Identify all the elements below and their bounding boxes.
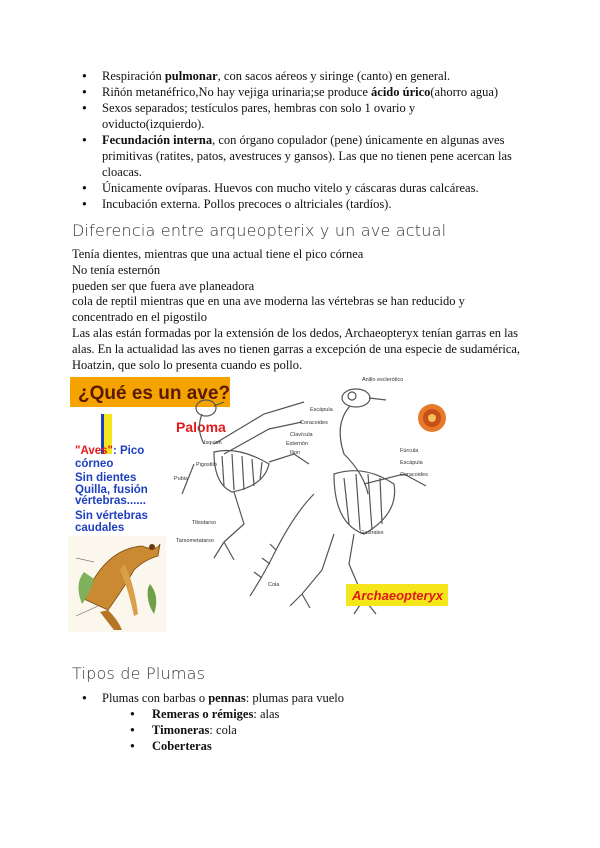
paragraph-differences: [72, 247, 522, 373]
label-esternon: Esternón: [286, 441, 309, 447]
label-pigostilo: Pigostilo: [196, 462, 217, 468]
sub-list-item: ● Remeras o rémiges: alas: [102, 706, 518, 722]
label-coracoides2: Coracoides: [400, 472, 428, 478]
label-coracoides: Coracoides: [300, 420, 328, 426]
sub-list-item: ● Coberteras: [102, 738, 518, 754]
archaeopteryx-label: Archaeopteryx: [352, 588, 444, 603]
list-item: ● Sexos separados; testículos pares, hembras con solo 1 ovario y oviducto(izquierdo).: [78, 100, 518, 132]
sub-list-item: ● Timoneras: cola: [102, 722, 518, 738]
label-escapula: Escápula: [310, 407, 333, 413]
label-pubis: Pubis: [174, 476, 188, 482]
svg-text:Sin dientes: Sin dientes: [75, 472, 137, 484]
text-line: Tenía dientes, mientras que una actual tiene el pico córnea: [72, 247, 364, 261]
label-furcula: Fúrcula: [400, 448, 419, 454]
label-gastrales: Gastrales: [360, 530, 384, 536]
sub-list: [102, 706, 518, 754]
figure-title-banner: [70, 377, 230, 407]
figure-title: ¿Qué es un ave?: [78, 383, 231, 404]
label-ilion: Ilion: [290, 450, 301, 456]
bird-traits-text: [75, 445, 148, 534]
sun-emblem-icon: [418, 404, 446, 432]
svg-text:Sin vértebras: Sin vértebras: [75, 510, 148, 522]
label-clavicula: Clavícula: [290, 432, 313, 438]
label-tarsometatarso: Tarsometatarso: [176, 538, 214, 544]
label-isquion: Isquion: [204, 440, 222, 446]
list-item: ● Respiración pulmonar, con sacos aéreos y siringe (canto) en general.: [78, 68, 518, 84]
list-item: ● Fecundación interna, con órgano copulador (pene) únicamente en algunas aves primitivas (ratites, patos, avestruces y gansos). Las que no tienen pene acercan las cloacas.: [78, 132, 518, 180]
bullet-list-traits: [78, 68, 518, 212]
text-line: No tenía esternón: [72, 262, 161, 277]
bird-skeleton-figure: [64, 374, 458, 636]
list-item: ● Incubación externa. Pollos precoces o altriciales (tardíos).: [78, 196, 518, 212]
label-tibiotarso: Tibiotarso: [192, 520, 216, 526]
svg-text:córneo: córneo: [75, 458, 114, 470]
paloma-label: Paloma: [176, 419, 226, 435]
section-heading-arqueopterix: Diferencia entre arqueopterix y un ave actual: [72, 221, 447, 240]
text-line: Las alas están formadas por la extensión de los dedos, Archaeopteryx tenían garras en las alas. En la actualidad las aves no tienen garras a excepción de una especie de sudamérica, Hoatzin, que solo lo presenta cuando es pollo.: [72, 325, 521, 372]
label-cola: Cola: [268, 582, 280, 588]
text-line: cola de reptil mientras que en una ave moderna las vértebras se han reducido y concentrado en el pigostilo: [72, 294, 465, 325]
text-line: pueden ser que fuera ave planeadora: [72, 278, 255, 293]
archaeopteryx-skeleton: [250, 389, 426, 614]
section-heading-plumas: Tipos de Plumas: [72, 664, 206, 683]
list-item: ● Únicamente ovíparas. Huevos con mucho vitelo y cáscaras duras calcáreas.: [78, 180, 518, 196]
list-item: ● Plumas con barbas o pennas: plumas para vuelo ● Remeras o rémiges: alas ● Timoneras: cola ● Coberteras: [78, 690, 518, 754]
svg-text:Quilla, fusión: Quilla, fusión: [75, 484, 148, 496]
svg-text:vértebras......: vértebras......: [75, 495, 146, 507]
archaeopteryx-illustration: [68, 536, 166, 632]
label-anillo: Anillo esclerótico: [362, 377, 404, 383]
svg-text:caudales: caudales: [75, 522, 125, 534]
svg-text:"Aves": Pico: "Aves": Pico: [75, 445, 145, 457]
label-escapula2: Escápula: [400, 460, 423, 466]
list-item: ● Riñón metanéfrico,No hay vejiga urinaria;se produce ácido úrico(ahorro agua): [78, 84, 518, 100]
bullet-list-plumas: [78, 690, 518, 754]
